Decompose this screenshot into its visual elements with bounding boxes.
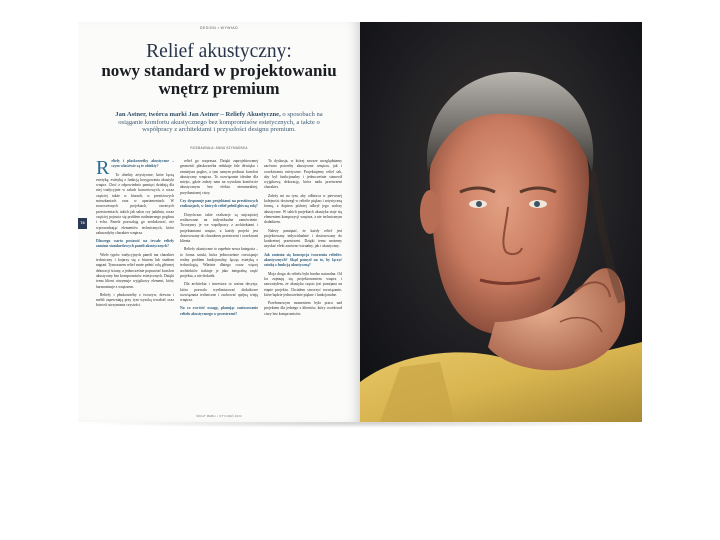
paragraph: Dla architekta i inwestora to ważna decyzja, która pozwala wyeliminować dodatkowe rozwiązania techniczne i zachować spójną wizję wnętrza. <box>180 282 258 303</box>
text-column-1 <box>96 159 174 414</box>
text-column-2 <box>180 159 258 414</box>
headline-line-2: nowy standard w projektowaniu <box>101 61 337 80</box>
article-headline <box>92 42 346 98</box>
text-column-3 <box>264 159 342 414</box>
deck-text: o sposobach na osiąganie komfortu akustycznego bez kompromisów estetycznych, a także o współpracy z architektami i przyszłości designu premium. <box>118 111 323 134</box>
paragraph: Dotychczas takie realizacje są najczęściej realizowane na indywidualne zamówienie. Tworzymy je we współpracy z architektami i projektantami wnętrz, a każdy projekt jest dostosowany do charakteru przestrzeni i oczekiwań klienta. <box>180 212 258 244</box>
article-deck <box>104 111 334 134</box>
paragraph: Zależy mi na tym, aby odbiorca w pierwszej kolejności dostrzegł w reliefie piękno i artystyczną formę, a dopiero później odkrył jego walory akustyczne. W takich projektach akustyka staje się elementem kompozycji wnętrza, a nie technicznym dodatkiem. <box>264 193 342 225</box>
magazine-spread <box>78 22 642 422</box>
paragraph: Przełomowym momentem była praca nad projektem dla jednego z klientów, który oczekiwał ciszy bez kompromisów. <box>264 301 342 316</box>
headline-line-3: wnętrz premium <box>158 79 280 98</box>
interview-question: Jak zmienia się koncepcja tworzenia reliefów akustycznych? Skąd pomysł na to, by łączyć sztukę z funkcją akustyczną? <box>264 252 342 268</box>
paragraph: Moja droga do reliefu była bardzo naturalna. Od lat zajmuję się projektowaniem wnętrz i zauważyłem, że akustyka często jest pomijana na etapie projektu. Chciałem stworzyć rozwiązanie, które będzie jednocześnie piękne i funkcjonalne. <box>264 271 342 297</box>
page-number: 74 <box>78 218 87 229</box>
interview-question: Czy dysponuje pan projektami na prestiżowych realizacjach, w których relief pełnił główną rolę? <box>180 199 258 209</box>
byline: ROZMAWIAŁA: ANNA SZYMAŃSKA <box>190 146 248 150</box>
deck-bold: Jan Astner, twórca marki Jan Astner – Reliefy Akustyczne, <box>115 111 281 118</box>
lead-question: eliefy i płaskorzeźby akustyczne – czym właściwie są te obiekty? <box>111 159 174 169</box>
headline-line-1: Relief akustyczny: <box>146 41 292 62</box>
paragraph: Należy pamiętać, że każdy relief jest projektowany indywidualnie i dostosowany do konkretnej przestrzeni. Dzięki temu możemy uzyskać efekt zarówno wizualny, jak i akustyczny. <box>264 228 342 249</box>
left-page <box>78 22 360 422</box>
paragraph: Wiele typów tradycyjnych paneli ma charakter techniczny i kojarzy się z biurem lub studiem nagrań. Tymczasem relief może pełnić rolę głównej dekoracji ściany, a jednocześnie poprawiać komfort akustyczny bez kompromisów estetycznych. Dzięki temu klient otrzymuje wyjątkowy element, który harmonizuje z wnętrzem. <box>96 252 174 289</box>
interview-question: Dlaczego warto postawić na trwałe reliefy zamiast standardowych paneli akustycznych? <box>96 239 174 249</box>
paragraph: Reliefy i płaskorzeźby z tworzyw, drewna i mebli zapewniają przy tym wysoką trwałość oraz łatwość utrzymania czystości. <box>96 292 174 308</box>
paragraph: Reliefy akustyczne to zupełnie nowa kategoria – to forma sztuki, która jednocześnie rozwiązuje realny problem funkcjonalny, łącząc estetykę z technologią. Właśnie dlatego coraz więcej architektów traktuje je jako integralną część projektu, a nie dodatek. <box>180 247 258 278</box>
paragraph: To dyskusja, w której zawsze uwzględniamy zarówno potrzeby akustyczne wnętrza, jak i oczekiwania estetyczne. Projektujemy relief tak, aby był funkcjonalny i jednocześnie stanowił wyjątkową dekorację, która nada przestrzeni charakter. <box>264 159 342 190</box>
interview-question: Na co zwrócić uwagę, planując zastosowanie reliefu akustycznego w przestrzeni? <box>180 306 258 316</box>
section-tag: DESIGN • WYWIAD <box>199 26 239 30</box>
drop-cap: R <box>96 159 110 179</box>
portrait-photo <box>360 22 642 422</box>
right-page <box>360 22 642 422</box>
page-footer: ŚWIAT MEBLI • STYCZEŃ 2024 <box>196 414 242 418</box>
paragraph: relief go rozprasza. Dzięki zaprojektowanej geometrii płaskorzeźba redukuje fale dźwięku i zmniejsza pogłos, a tym samym podnosi komfort akustyczny wnętrza. To rozwiązanie idealne dla miejsc, gdzie zależy nam na wysokim komforcie akustycznym bez efektu nienaturalnej, przytłumionej ciszy. <box>180 159 258 195</box>
paragraph: To obiekty artystyczne, które łączą estetykę, estetykę z funkcją korygowania akustyki wnętrz. Choć z odpowiednio pamięci działają dla niej tradycyjnie w salach koncertowych, a coraz częściej także w biurach, w prestiżowych mieszkaniach oraz w apartamentach. W nowoczesnych projektach, otwartych przestrzeniach, takich jak salon czy jadalnia, coraz częściej pojawia się problem nadmiernego pogłosu i echa. Panele pozwalają go zredukować, nie wprowadzając elementów technicznych, które zaburzałyby charakter wnętrza. <box>96 172 174 235</box>
